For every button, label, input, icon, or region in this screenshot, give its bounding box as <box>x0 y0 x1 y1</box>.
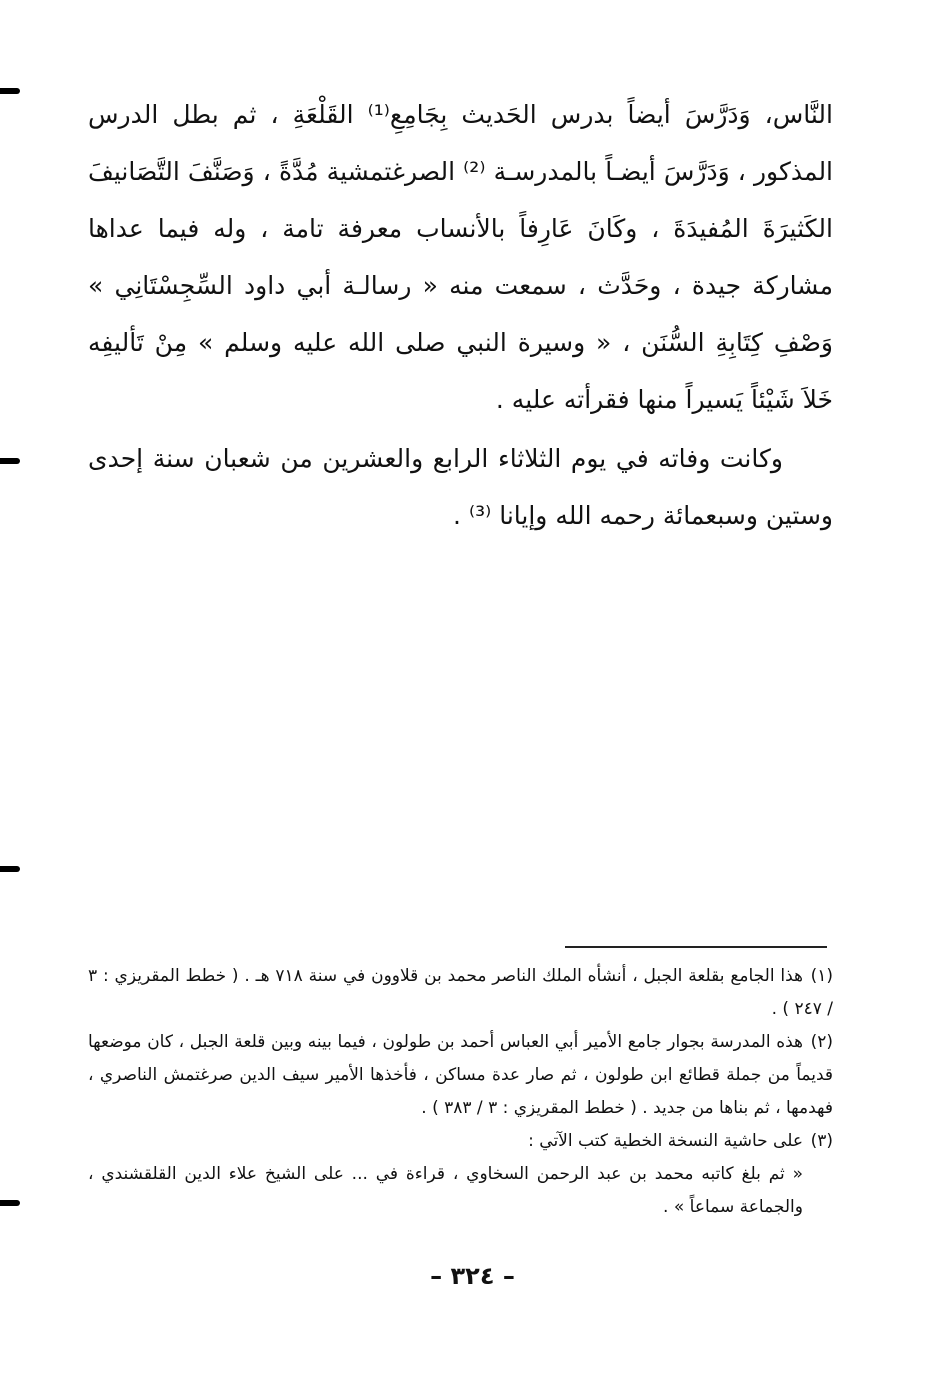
footnote-1 <box>88 960 833 1026</box>
footnote-quote: « ثم بلغ كاتبه محمد بن عبد الرحمن السخاوي ، قراءة في ... على الشيخ علاء الدين القلقشندي ، والجماعة سماعاً » . <box>88 1164 803 1217</box>
footnote-separator <box>565 946 827 948</box>
margin-mark <box>0 458 20 464</box>
footnote-number: (١) <box>810 966 833 986</box>
footnote-text: هذا الجامع بقلعة الجبل ، أنشأه الملك الناصر محمد بن قلاوون في سنة ٧١٨ هـ . ( خطط المقريزي : ٣ / ٢٤٧ ) . <box>88 966 833 1019</box>
main-text <box>88 86 833 544</box>
paragraph-2: وكانت وفاته في يوم الثلاثاء الرابع والعشرين من شعبان سنة إحدى وستين وسبعمائة رحمه الله وإيانا ⁽³⁾ . <box>88 444 833 530</box>
paragraph-1: النَّاس، وَدَرَّسَ أيضاً بدرس الحَديث بِجَامِعِ⁽¹⁾ القَلْعَةِ ، ثم بطل الدرس المذكور ، وَدَرَّسَ أيضـاً بالمدرسـة ⁽²⁾ الصرغتمشية مُدَّةً ، وَصَنَّفَ التَّصَانيفَ الكَثيرَةَ المُفيدَةَ ، وكَانَ عَارِفاً بالأنساب معرفة تامة ، وله فيما عداها مشاركة جيدة ، وحَدَّث ، سمعت منه « رسالـة أبي داود السِّجِسْتَانِي » وَصْفِ كِتَابِةِ السُّنَن ، « وسيرة النبي صلى الله عليه وسلم » مِنْ تَأليفِه خَلاَ شَيْئاً يَسيراً منها فقرأته عليه . <box>88 100 834 414</box>
margin-mark <box>0 1200 20 1206</box>
margin-mark <box>0 866 20 872</box>
footnote-number: (٣) <box>810 1131 833 1151</box>
footnote-text: هذه المدرسة بجوار جامع الأمير أبي العباس أحمد بن طولون ، فيما بينه وبين قلعة الجبل ، كان موضعها قديماً من جملة قطائع ابن طولون ، ثم صار عدة مساكن ، فأخذها الأمير سيف الدين صرغتمش الناصري ، فهدمها ، ثم بناها من جديد . ( خطط المقريزي : ٣ / ٣٨٣ ) . <box>88 1032 833 1118</box>
footnote-number: (٢) <box>810 1032 833 1052</box>
footnote-2 <box>88 1026 833 1125</box>
footnotes <box>88 960 833 1224</box>
page-number: – ٣٢٤ – <box>430 1262 515 1290</box>
footnote-text: على حاشية النسخة الخطية كتب الآتي : <box>528 1131 803 1151</box>
footnote-3 <box>88 1125 833 1224</box>
margin-mark <box>0 88 20 94</box>
